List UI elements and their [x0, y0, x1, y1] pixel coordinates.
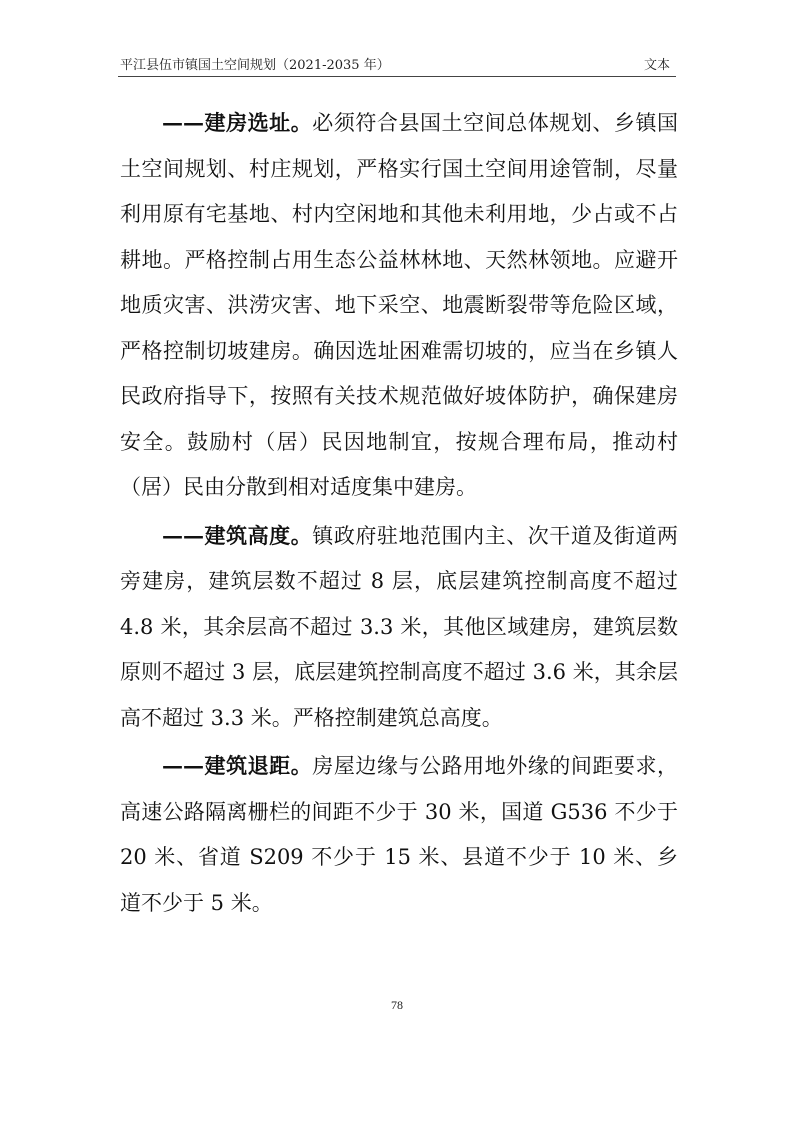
paragraph-building-height [120, 513, 678, 742]
paragraph-text: 房屋边缘与公路用地外缘的间距要求，高速公路隔离栅栏的间距不少于 30 米，国道 G536 不少于 20 米、省道 S209 不少于 15 米、县道不少于 10 米、乡道不少于 5 米。 [120, 754, 679, 915]
document-body [120, 100, 678, 928]
paragraph-heading: ——建筑退距。 [162, 753, 313, 778]
document-header-title: 平江县伍市镇国土空间规划（2021-2035 年） [120, 58, 390, 73]
paragraph-site-selection [120, 100, 678, 511]
paragraph-heading: ——建房选址。 [162, 110, 313, 135]
paragraph-text: 镇政府驻地范围内主、次干道及街道两旁建房，建筑层数不超过 8 层，底层建筑控制高度不超过 4.8 米，其余层高不超过 3.3 米，其他区域建房，建筑层数原则不超过 3 层，底层建筑控制高度不超过 3.6 米，其余层高不超过 3.3 米。严格控制建筑总高度。 [120, 523, 679, 730]
header-divider [118, 76, 676, 77]
paragraph-building-setback [120, 743, 678, 926]
document-header-section: 文本 [643, 58, 670, 73]
paragraph-heading: ——建筑高度。 [162, 522, 313, 548]
paragraph-text: 必须符合县国土空间总体规划、乡镇国土空间规划、村庄规划，严格实行国土空间用途管制，尽量利用原有宅基地、村内空闲地和其他未利用地，少占或不占耕地。严格控制占用生态公益林林地、天然林领地。应避开地质灾害、洪涝灾害、地下采空、地震断裂带等危险区域，严格控制切坡建房。确因选址困难需切坡的，应当在乡镇人民政府指导下，按照有关技术规范做好坡体防护，确保建房安全。鼓励村（居）民因地制宜，按规合理布局，推动村（居）民由分散到相对适度集中建房。 [120, 111, 679, 499]
page-number: 78 [391, 998, 403, 1012]
